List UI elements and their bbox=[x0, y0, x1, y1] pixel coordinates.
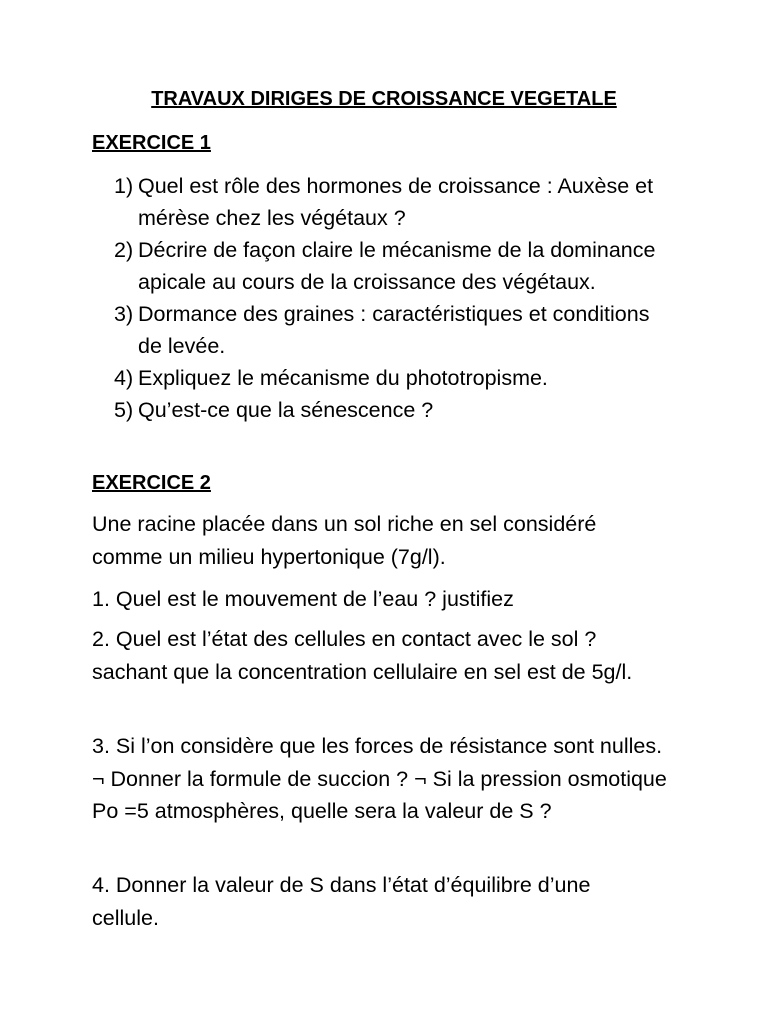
list-item bbox=[114, 394, 674, 426]
document-title: TRAVAUX DIRIGES DE CROISSANCE VEGETALE bbox=[151, 88, 617, 110]
item-text: Expliquez le mécanisme du phototropisme. bbox=[138, 366, 548, 390]
item-text: Quel est rôle des hormones de croissance : Auxèse et mérèse chez les végétaux ? bbox=[138, 174, 654, 230]
exercise-2-question-3: 3. Si l’on considère que les forces de résistance sont nulles. ¬ Donner la formule de succion ? ¬ Si la pression osmotique Po =5 atmosphères, quelle sera la valeur de S ? bbox=[92, 734, 667, 823]
exercise-2-question-1: 1. Quel est le mouvement de l’eau ? justifiez bbox=[92, 587, 514, 611]
exercise-2-heading: EXERCICE 2 bbox=[92, 472, 211, 494]
item-text: Dormance des graines : caractéristiques et conditions de levée. bbox=[138, 302, 650, 358]
exercise-1-questions bbox=[114, 170, 674, 426]
list-item bbox=[114, 234, 674, 298]
item-number: 2) bbox=[114, 238, 134, 262]
item-text: Décrire de façon claire le mécanisme de la dominance apicale au cours de la croissance des végétaux. bbox=[138, 238, 656, 294]
exercise-2-intro: Une racine placée dans un sol riche en sel considéré comme un milieu hypertonique (7g/l). bbox=[92, 512, 597, 569]
list-item bbox=[114, 298, 674, 362]
item-number: 4) bbox=[114, 366, 134, 390]
exercise-2-question-4: 4. Donner la valeur de S dans l’état d’équilibre d’une cellule. bbox=[92, 873, 591, 930]
item-text: Qu’est-ce que la sénescence ? bbox=[138, 398, 434, 422]
item-number: 3) bbox=[114, 302, 134, 326]
list-item bbox=[114, 170, 674, 234]
list-item bbox=[114, 362, 674, 394]
item-number: 5) bbox=[114, 398, 134, 422]
item-number: 1) bbox=[114, 174, 134, 198]
exercise-1-heading: EXERCICE 1 bbox=[92, 132, 211, 154]
exercise-2-question-2: 2. Quel est l’état des cellules en contact avec le sol ? sachant que la concentration cellulaire en sel est de 5g/l. bbox=[92, 627, 633, 684]
